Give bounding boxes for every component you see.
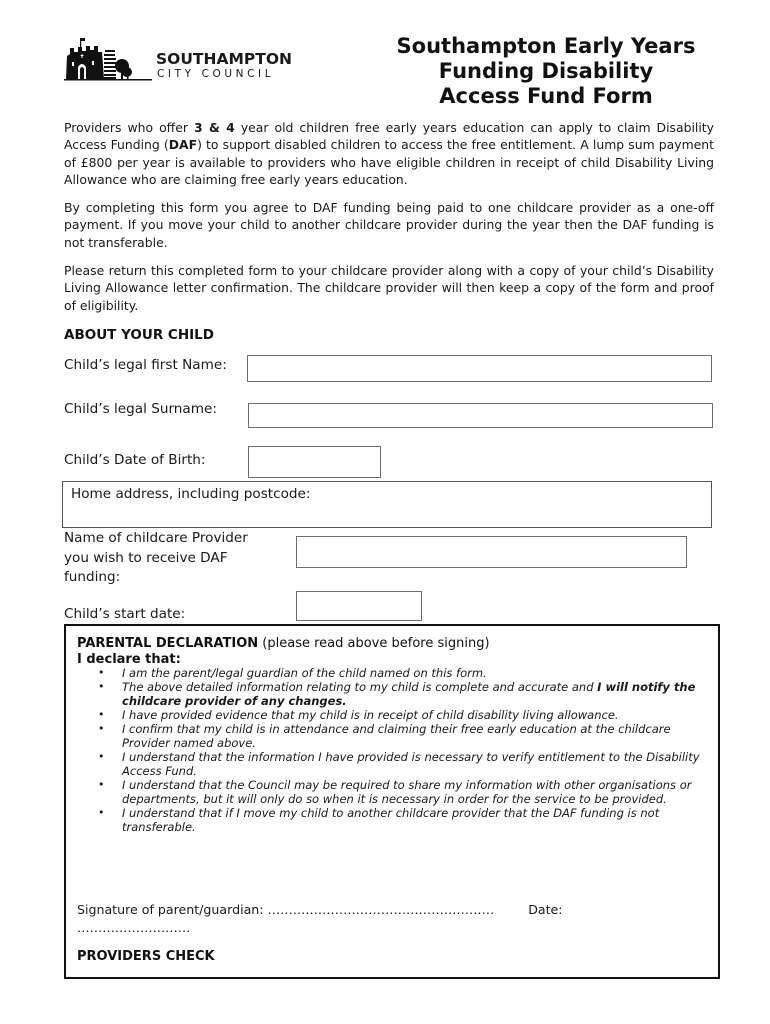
- date-line[interactable]: ………………………: [77, 920, 191, 935]
- declaration-item: [96, 806, 706, 834]
- text: transferable.: [122, 820, 196, 834]
- start-date-field[interactable]: [296, 591, 422, 621]
- dob-field[interactable]: [248, 446, 381, 478]
- surname-label: Child’s legal Surname:: [64, 401, 217, 417]
- text: I am the parent/legal guardian of the child named on this form.: [122, 666, 487, 680]
- declaration-item: [96, 722, 706, 750]
- title-line: Southampton Early Years: [396, 34, 696, 58]
- provider-field[interactable]: [296, 536, 687, 568]
- logo-name: SOUTHAMPTON: [156, 50, 292, 68]
- text: I have provided evidence that my child is in receipt of child disability living allowance.: [122, 708, 619, 722]
- intro-paragraph-3: [64, 262, 714, 314]
- home-address-label: Home address, including postcode:: [71, 486, 311, 502]
- text: I understand that the Council may be required to share my information with other organisations or departments, but it will only do so when it is necessary in order for the service to be provided.: [122, 778, 692, 806]
- date-label: Date:: [528, 902, 563, 917]
- parental-declaration-box: [64, 624, 720, 979]
- home-address-field[interactable]: [62, 481, 712, 528]
- text: Providers who offer: [64, 120, 194, 135]
- first-name-label: Child’s legal first Name:: [64, 357, 227, 373]
- text: I confirm that my child is in attendance and claiming their free early education at the childcare: [122, 722, 671, 736]
- text: (please read above before signing): [258, 636, 490, 651]
- declaration-item: [96, 750, 706, 778]
- section-heading-about-child: ABOUT YOUR CHILD: [64, 327, 214, 343]
- bold-text: I will notify the childcare provider of any changes.: [122, 680, 696, 708]
- text: Please return this completed form to your childcare provider along with a copy of your child’s Disability Living Allowance letter confirmation. The childcare provider will then keep a copy of the form and proof of eligibility.: [64, 263, 714, 313]
- text: I understand that the information I have provided is necessary to verify entitlement to the Disability Access Fund.: [122, 750, 700, 778]
- intro-paragraph-1: [64, 119, 714, 189]
- text: By completing this form you agree to DAF funding being paid to one childcare provider as a one-off payment. If you move your child to another childcare provider during the year then the DAF funding is not transferable.: [64, 200, 714, 250]
- declaration-item: [96, 778, 706, 806]
- text: Provider named above.: [122, 736, 256, 750]
- declaration-subtitle: I declare that:: [77, 652, 181, 667]
- declaration-item: [96, 708, 706, 722]
- bold-text: PARENTAL DECLARATION: [77, 636, 259, 651]
- dob-label: Child’s Date of Birth:: [64, 452, 206, 468]
- signature-label: Signature of parent/guardian: ………………………………………………: [77, 902, 495, 917]
- text: year old children free early years education can apply to claim Disability Access Funding (: [64, 120, 714, 153]
- declaration-item: [96, 680, 706, 708]
- first-name-field[interactable]: [247, 355, 712, 382]
- provider-label: [64, 529, 248, 588]
- title-line: Funding Disability: [438, 59, 654, 83]
- declaration-list: [96, 666, 706, 834]
- castle-skyline-logo-icon: [64, 34, 154, 84]
- text: I understand that if I move my child to another childcare provider that the DAF funding is not: [122, 806, 660, 820]
- declaration-item: [96, 666, 706, 680]
- declaration-title: [77, 636, 490, 651]
- label-line: you wish to receive DAF: [64, 549, 228, 566]
- text: ) to support disabled children to access the free entitlement. A lump sum payment of £800 per year is available to providers who have eligible children in receipt of child Disability Living Allowance who are claiming free early years education.: [64, 137, 714, 188]
- signature-line[interactable]: [77, 902, 563, 917]
- start-date-label: Child’s start date:: [64, 606, 186, 622]
- text: The above detailed information relating to my child is complete and accurate and: [122, 680, 598, 694]
- title-line: Access Fund Form: [439, 84, 653, 108]
- label-line: funding:: [64, 569, 121, 585]
- bold-text: 3 & 4: [193, 120, 235, 135]
- surname-field[interactable]: [248, 403, 713, 428]
- providers-check-heading: PROVIDERS CHECK: [77, 949, 215, 964]
- logo-subtitle: CITY COUNCIL: [157, 68, 275, 80]
- form-title: [370, 34, 722, 109]
- intro-paragraph-2: [64, 199, 714, 251]
- label-line: Name of childcare Provider: [64, 530, 248, 546]
- bold-text: DAF: [168, 137, 198, 153]
